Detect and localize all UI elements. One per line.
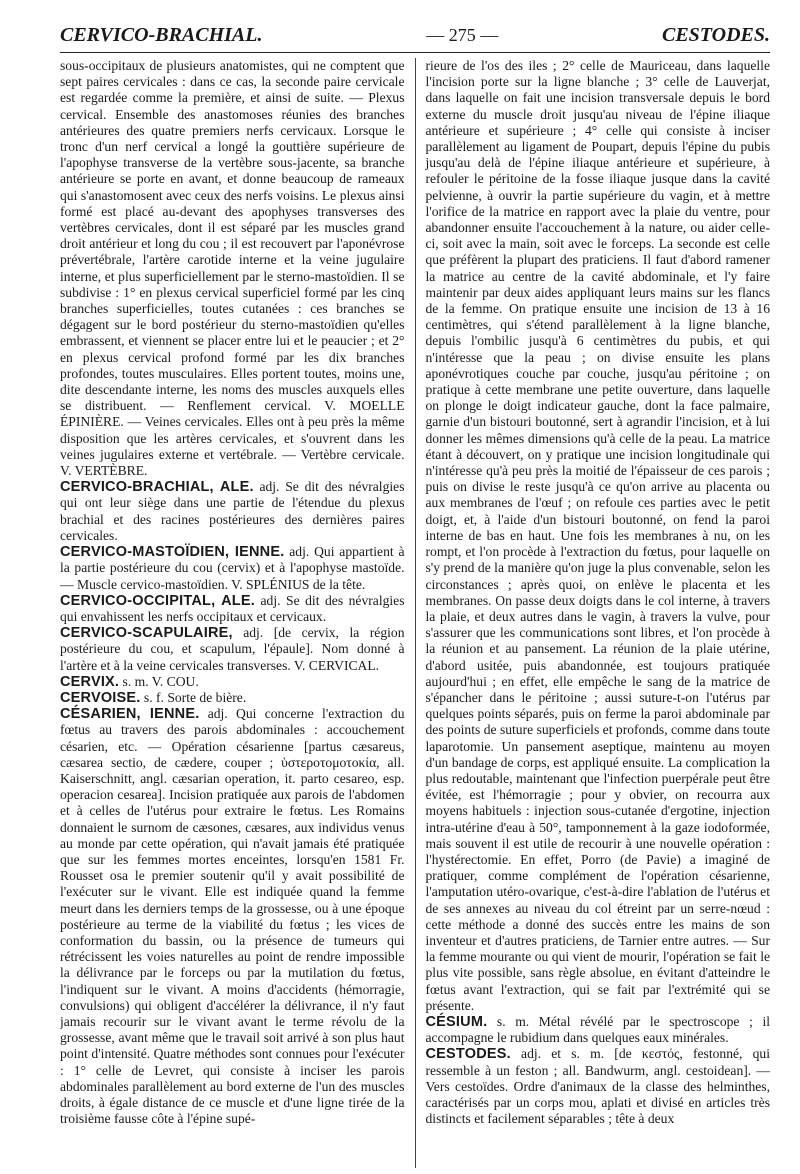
entry-text: adj. Qui appartient à la partie postérieure du cou (cervix) et à l'apophyse mastoïde. — Muscle cervico-mastoïdien. V. SPLÉNIUS de la tête. bbox=[60, 544, 405, 592]
dictionary-entry bbox=[426, 1046, 771, 1127]
dictionary-entry bbox=[60, 544, 405, 593]
right-column bbox=[416, 58, 771, 1168]
left-column bbox=[60, 58, 415, 1168]
entry-headword: CERVICO-MASTOÏDIEN, IENNE. bbox=[60, 544, 285, 561]
header-right-term: CESTODES. bbox=[661, 23, 770, 46]
entry-headword: CESTODES. bbox=[425, 1046, 511, 1063]
entry-headword: CERVICO-OCCIPITAL, ALE. bbox=[60, 592, 255, 609]
entry-headword: CÉSARIEN, IENNE. bbox=[60, 706, 200, 723]
entry-headword: CERVOISE. bbox=[60, 689, 141, 706]
running-header bbox=[60, 18, 770, 53]
entry-headword: CERVICO-SCAPULAIRE, bbox=[60, 625, 233, 642]
entry-text: adj. Se dit des névralgies qui envahissent les nerfs occipitaux et cervicaux. bbox=[60, 592, 405, 624]
entry-continuation: rieure de l'os des iles ; 2° celle de Mauriceau, dans laquelle l'incision porte sur la ligne blanche ; 3° celle de Lauverjat, dans laquelle on fait une incision transversale depuis le bord externe du muscle droit jusqu'au niveau de l'épine iliaque antérieure et supérieure ; 4° celle qui consiste à inciser parallèlement au ligament de Poupart, depuis l'épine du pubis jusqu'au delà de l'épine iliaque antérieure et supérieure, à refouler le péritoine de la fosse iliaque jusque dans la cavité pelvienne, à ouvrir la partie supérieure du vagin, et à mettre l'orifice de la matrice en rapport avec la plaie du ventre, pour abandonner ensuite l'accouchement à la nature, ou aider celle-ci, soit avec la main, soit avec le forceps. La seconde est celle que préfèrent la plupart des praticiens. Il faut d'abord ramener la matrice au centre de la cavité abdominale, et l'y faire maintenir par deux aides appliquant leurs mains sur les flancs de la femme. On pratique ensuite une incision de 13 à 16 centimètres, qui s'étend parallèlement à la ligne blanche, depuis l'ombilic jusqu'à 6 centimètres du pubis, et qui n'intéresse que la peau ; on divise ensuite les plans aponévrotiques couche par couche, jusqu'au péritoine ; on pratique à cette membrane une petite ouverture, dans laquelle on plonge le doigt indicateur gauche, dont la face palmaire, garnie d'un bistouri boutonné, sert à agrandir l'incision, et à lui donner les mêmes dimensions qu'à celle de la peau. La matrice étant à découvert, on y pratique une incision longitudinale qui n'intéresse qu'à peu près la moitié de l'épaisseur de ces parois ; puis on divise le reste jusqu'à ce qu'on arrive au placenta ou aux membranes de l'œuf ; on refoule ces parties avec le petit doigt, et, à l'aide d'un bistouri boutonné, on fend la paroi interne de bas en haut. Une fois les membranes à nu, on les rompt, et l'on procède à l'extraction du fœtus, pour laquelle on s'y prend de la manière qu'on juge la plus convenable, selon les circonstances ; après quoi, on enlève le placenta et les membranes. On passe deux doigts dans le col interne, à travers la plaie, et deux autres dans le vagin, à travers la vulve, pour s'assurer que les communications sont libres, et l'on procède à la réunion et au pansement. La réunion de la plaie utérine, d'abord usitée, puis abandonnée, est toujours pratiquée aujourd'hui ; en effet, elle empêche le sang de la matrice de s'épancher dans le péritoine ; aussi suture-t-on l'utérus par quelques points séparés, puis on ferme la paroi abdominale par des points de suture superficiels et profonds, comme dans toute laparotomie. Un pansement aseptique, maintenu au moyen d'un bandage de corps, est appliqué ensuite. La complication la plus redoutable, maintenant que l'infection puerpérale peut être évitée, est l'hémorragie ; pour y obvier, on recourra aux moyens habituels : injection sous-cutanée d'ergotine, injection intra-utérine d'eau à 50°, tamponnement à la gaze iodoformée, mais souvent il est utile de recourir à une nouvelle opération : l'hystérectomie. En effet, Porro (de Pavie) a imaginé de pratiquer, comme complément de l'opération césarienne, l'amputation utéro-ovarique, c'est-à-dire l'ablation de l'utérus et de ses annexes au niveau du col étreint par un serre-nœud : cette méthode a donné des succès entre les mains de son inventeur et d'autres praticiens, de Tarnier entre autres. — Sur la femme mourante ou qui vient de mourir, l'opération se fait le plus vite possible, sans règle absolue, en évitant d'atteindre le fœtus avant l'extraction, qui se fait par l'extrémité qui se présente. bbox=[425, 58, 770, 1013]
dictionary-entry bbox=[60, 706, 405, 1127]
entry-text: adj. [de cervix, la région postérieure du cou, et scapulum, l'épaule]. Nom donné à l'artère et à la veine cervicales transverses. V. CERVICAL. bbox=[60, 625, 405, 673]
entry-headword: CERVICO-BRACHIAL, ALE. bbox=[60, 479, 254, 496]
entry-headword: CÉSIUM. bbox=[425, 1013, 488, 1030]
dictionary-entry bbox=[60, 690, 405, 706]
header-left-term: CERVICO-BRACHIAL. bbox=[60, 23, 263, 46]
entry-text: s. m. V. COU. bbox=[119, 673, 199, 689]
entry-continuation: sous-occipitaux de plusieurs anatomistes, qui ne comptent que sept paires cervicales : dans ce cas, la seconde paire cervicale est regardée comme la première, et ainsi de suite. — Plexus cervical. Ensemble des anastomoses réunies des branches antérieures des quatre premiers nerfs cervicaux. Lorsque le tronc d'un nerf cervical a longé la gouttière supérieure de l'apophyse transverse de la vertèbre sous-jacente, sa branche antérieure se porte en avant, et donne beaucoup de rameaux qui s'anastomosent avec ceux des nerfs voisins. Le plexus ainsi formé est placé au-devant des apophyses transverses des vertèbres cervicales, dont il est séparé par les muscles grand droit antérieur et long du cou ; il est recouvert par l'aponévrose prévertébrale, l'artère carotide interne et la veine jugulaire interne, et plus superficiellement par le sterno-mastoïdien. Il se subdivise : 1° en plexus cervical superficiel formé par les cinq branches superficielles, toutes cutanées : ces branches se dégagent sur le bord postérieur du sterno-mastoïdien qu'elles embrassent, et viennent se placer entre lui et le peaucier ; et 2° en plexus cervical profond formé par les dix branches profondes, toutes musculaires. Elles portent toutes, moins une, dite descendante interne, les noms des muscles auxquels elles se distribuent. — Renflement cervical. V. MOELLE ÉPINIÈRE. — Veines cervicales. Elles ont à peu près la même disposition que les artères cervicales, et s'ouvrent dans les veines jugulaires externe et vertébrale. — Vertèbre cervicale. V. VERTÈBRE. bbox=[60, 58, 405, 479]
dictionary-entry bbox=[60, 593, 405, 625]
entry-text: adj. Qui concerne l'extraction du fœtus au travers des parois abdominales : accouchement césarien, etc. — Opération césarienne [partus cæsareus, cæsarea sectio, de cædere, couper ; ὑστεροτομοτοκία, all. Kaiserschnitt, angl. cæsarian operation, it. parto cesareo, esp. operacion cesarea]. Incision pratiquée aux parois de l'abdomen et à celles de l'utérus pour extraire le fœtus. Les Romains donnaient le surnom de cæsones, cæsares, aux individus venus au monde par cette opération, qui n'avait jamais été pratiquée que sur les femmes mortes enceintes, lorsqu'en 1581 Fr. Rousset osa le premier soutenir qu'il y avait possibilité de l'exécuter sur le vivant. Elle est indiquée quand la femme meurt dans les derniers temps de la grossesse, ou à une époque postérieure au terme de la viabilité du fœtus ; les vices de conformation du bassin, ou la présence de tumeurs qui rétrécissent les voies naturelles au point de rendre impossible la délivrance par le forceps ou par la mutilation du fœtus, l'indiquent sur le vivant. A moins d'accidents (hémorragie, convulsions) qui obligent d'accélérer la délivrance, il n'y faut jamais recourir sur le vivant avant le terme révolu de la grossesse, avant même que le travail soit arrivé à son plus haut point d'intensité. Quatre méthodes sont connues pour l'exécuter : 1° celle de Levret, qui consiste à inciser les parois abdominales parallèlement au bord externe de l'un des muscles droits, à égale distance de ce muscle et d'une ligne tirée de la troisième fausse côte à l'épine supé- bbox=[60, 706, 405, 1127]
entry-text: adj. et s. m. [de κεστός, festonné, qui ressemble à un feston ; all. Bandwurm, angl. cestoidean]. — Vers cestoïdes. Ordre d'animaux de la classe des helminthes, caractérisés par un corps mou, aplati et divisé en articles très distincts et facilement séparables ; tête à deux bbox=[425, 1046, 770, 1127]
page-number: — 275 — bbox=[426, 24, 499, 45]
dictionary-entry bbox=[426, 1014, 771, 1046]
dictionary-entry bbox=[60, 625, 405, 674]
dictionary-entry bbox=[60, 674, 405, 690]
entry-text: s. m. Métal révélé par le spectroscope ; il accompagne le rubidium dans quelques eaux minérales. bbox=[425, 1013, 770, 1046]
text-columns bbox=[60, 58, 770, 1168]
entry-text: s. f. Sorte de bière. bbox=[140, 689, 247, 705]
entry-headword: CERVIX. bbox=[60, 673, 120, 690]
dictionary-entry bbox=[60, 479, 405, 544]
entry-text: adj. Se dit des névralgies qui ont leur siège dans une partie de l'étendue du plexus brachial et des racines postérieures des dernières paires cervicales. bbox=[60, 479, 405, 543]
